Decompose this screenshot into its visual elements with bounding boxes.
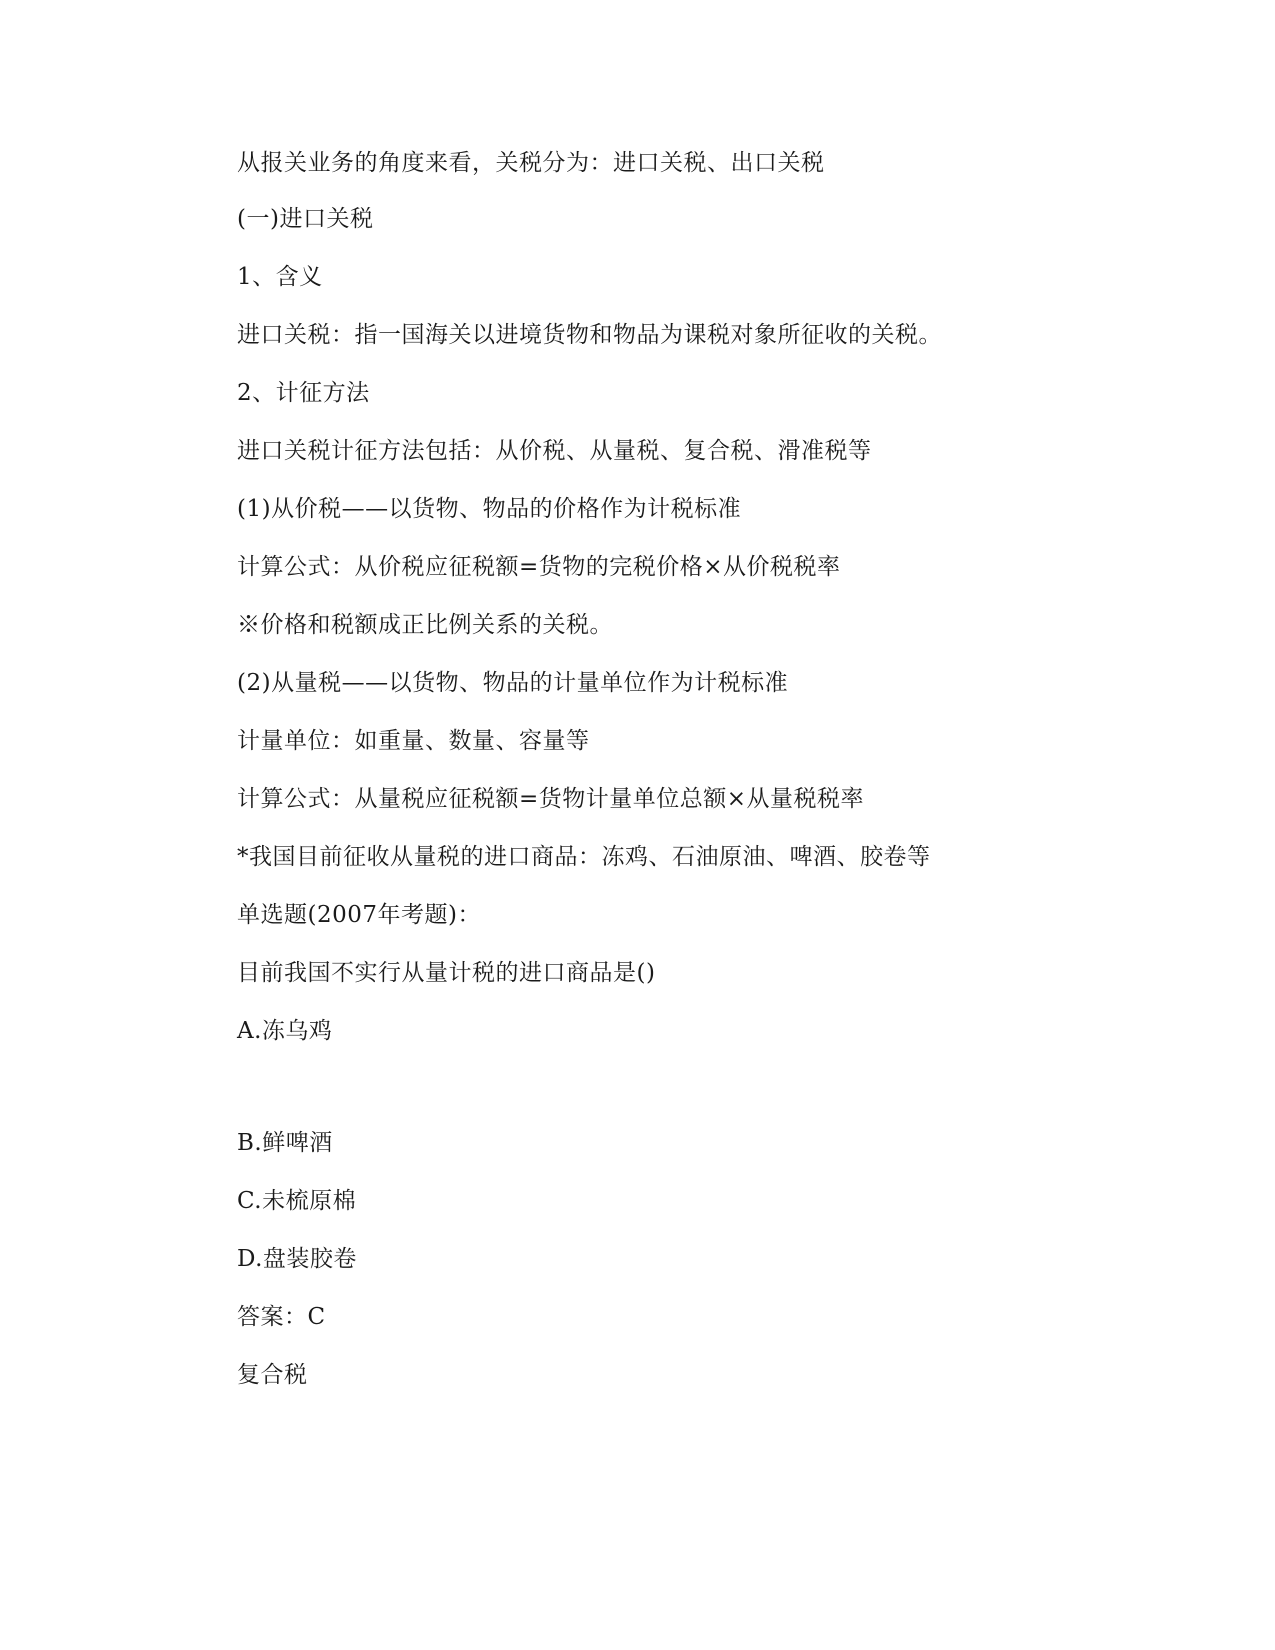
compound-duty-heading: 复合税 [237,1362,308,1388]
specific-duty-goods: *我国目前征收从量税的进口商品：冻鸡、石油原油、啤酒、胶卷等 [237,844,931,870]
specific-duty-formula: 计算公式：从量税应征税额=货物计量单位总额×从量税税率 [237,786,865,812]
question-text: 目前我国不实行从量计税的进口商品是() [237,960,656,986]
unit-line: 计量单位：如重量、数量、容量等 [237,728,590,754]
option-a: A.冻乌鸡 [237,1018,333,1044]
section-heading-import-tariff: (一)进口关税 [237,206,374,232]
option-b: B.鲜啤酒 [237,1130,333,1156]
specific-duty-heading: (2)从量税——以货物、物品的计量单位作为计税标准 [237,670,789,696]
option-c: C.未梳原棉 [237,1188,357,1214]
answer-line: 答案：C [237,1304,326,1330]
subheading-method: 2、计征方法 [237,380,370,406]
intro-line: 从报关业务的角度来看，关税分为：进口关税、出口关税 [237,150,825,176]
subheading-meaning: 1、含义 [237,264,323,290]
definition-line: 进口关税：指一国海关以进境货物和物品为课税对象所征收的关税。 [237,322,942,348]
ad-valorem-note: ※价格和税额成正比例关系的关税。 [237,612,613,638]
ad-valorem-formula: 计算公式：从价税应征税额=货物的完税价格×从价税税率 [237,554,841,580]
methods-list-line: 进口关税计征方法包括：从价税、从量税、复合税、滑准税等 [237,438,872,464]
ad-valorem-heading: (1)从价税——以货物、物品的价格作为计税标准 [237,496,742,522]
option-d: D.盘装胶卷 [237,1246,357,1272]
question-type: 单选题(2007年考题)： [237,902,481,928]
